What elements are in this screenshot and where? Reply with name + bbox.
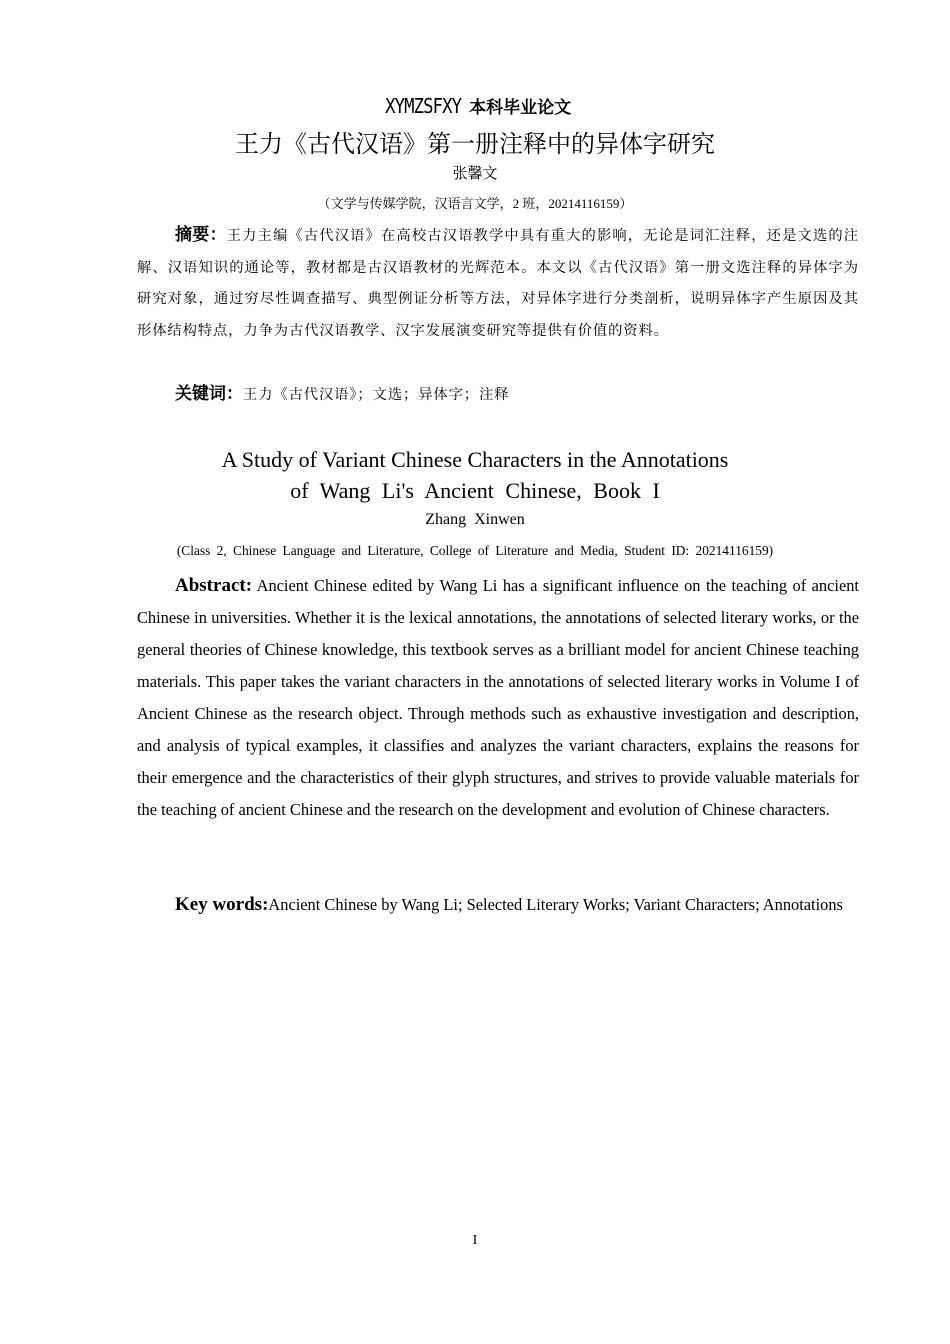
- english-author: Zhang Xinwen: [425, 511, 525, 528]
- english-title-line2: of Wang Li's Ancient Chinese, Book I: [290, 478, 660, 503]
- header-label: 本科毕业论文: [469, 98, 572, 118]
- chinese-author: 张馨文: [452, 166, 498, 182]
- page-number: I: [472, 1233, 478, 1248]
- english-affiliation: (Class 2, Chinese Language and Literature, College of Literature and Media, Student ID: 20214116159): [176, 543, 774, 558]
- english-title-line1: A Study of Variant Chinese Characters in the Annotations: [221, 447, 729, 472]
- english-abstract-text: Ancient Chinese edited by Wang Li has a significant influence on the teaching of ancient Chinese in universities. Whether it is the lexical annotations, the annotations of selected literary works, or the general theories of Chinese knowledge, this textbook serves as a brilliant model for ancient Chinese teaching materials. This paper takes the variant characters in the annotations of selected literary works in Volume I of Ancient Chinese as the research object. Through methods such as exhaustive investigation and description, and analysis of typical examples, it classifies and analyzes the variant characters, explains the reasons for their emergence and the characteristics of their glyph structures, and strives to provide valuable materials for the teaching of ancient Chinese and the research on the development and evolution of Chinese characters.: [137, 576, 859, 819]
- english-abstract-label: Abstract:: [175, 575, 253, 596]
- english-keywords-label: Key words:: [175, 894, 269, 915]
- chinese-keywords-label: 关键词：: [175, 384, 243, 404]
- running-header: [0, 93, 950, 118]
- english-keywords: [137, 889, 859, 921]
- chinese-title: 王力《古代汉语》第一册注释中的异体字研究: [235, 130, 715, 158]
- english-title: [0, 444, 950, 506]
- chinese-affiliation: （文学与传媒学院，汉语言文学，2 班，20214116159）: [317, 196, 633, 211]
- chinese-abstract: [137, 220, 859, 347]
- english-keywords-text: Ancient Chinese by Wang Li; Selected Literary Works; Variant Characters; Annotations: [268, 895, 843, 914]
- english-abstract: [137, 570, 859, 826]
- header-code: XYMZSFXY: [385, 94, 461, 118]
- chinese-keywords: [137, 379, 859, 412]
- chinese-keywords-text: 王力《古代汉语》；文选；异体字；注释: [243, 387, 510, 403]
- chinese-abstract-label: 摘要：: [175, 225, 227, 245]
- chinese-abstract-text: 王力主编《古代汉语》在高校古汉语教学中具有重大的影响，无论是词汇注释，还是文选的注解、汉语知识的通论等，教材都是古汉语教材的光辉范本。本文以《古代汉语》第一册文选注释的异体字为研究对象，通过穷尽性调查描写、典型例证分析等方法，对异体字进行分类剖析，说明异体字产生原因及其形体结构特点，力争为古代汉语教学、汉字发展演变研究等提供有价值的资料。: [137, 228, 860, 339]
